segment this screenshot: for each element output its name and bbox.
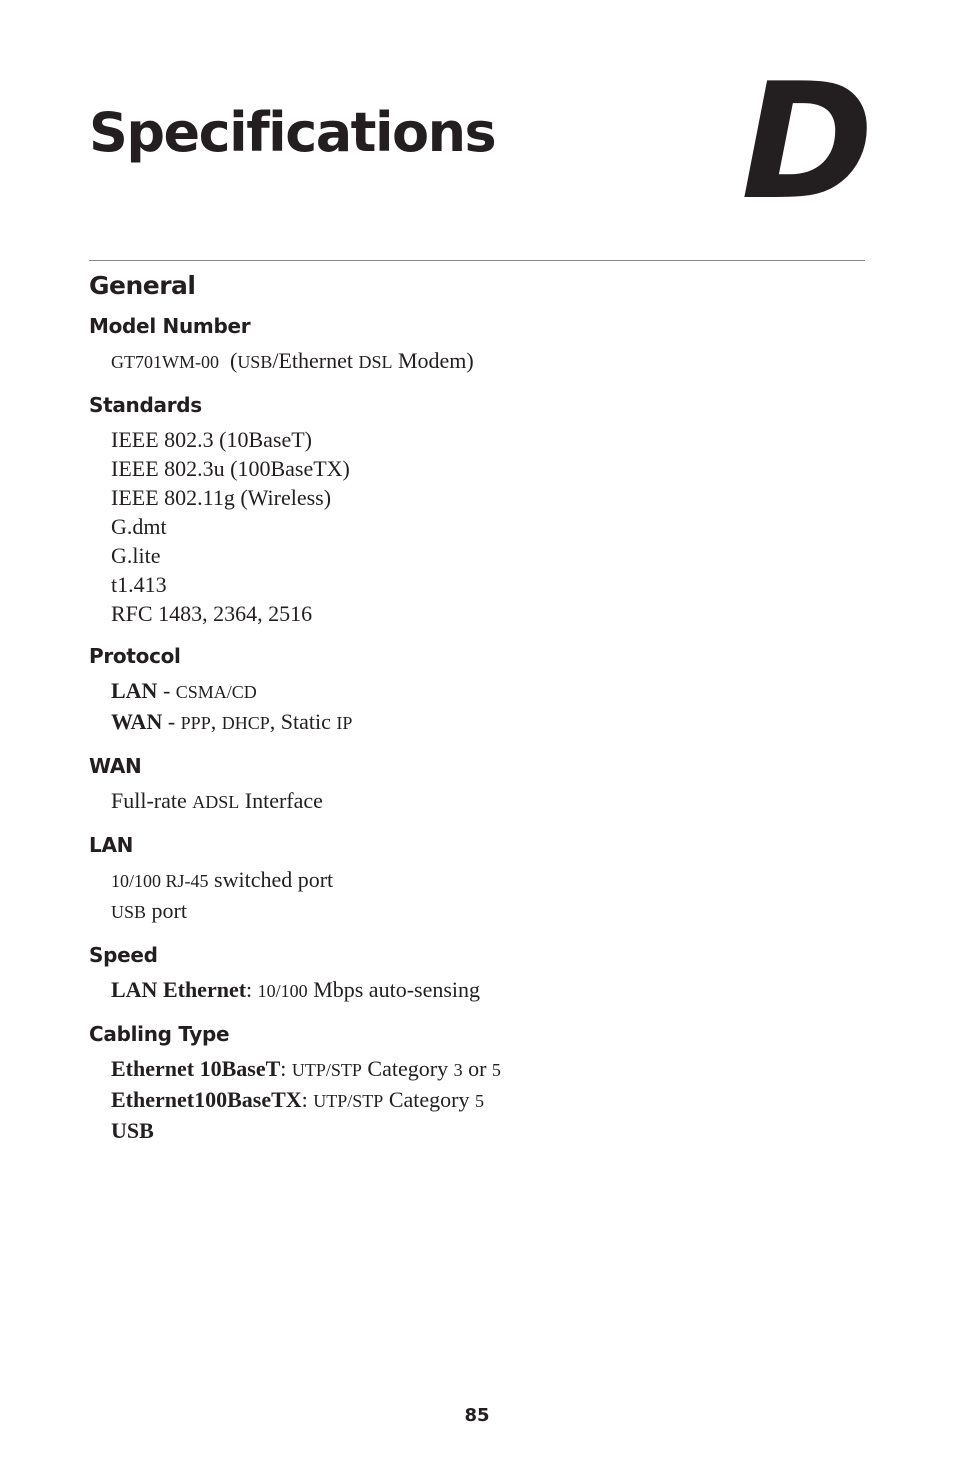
protocol-wan-ppp: PPP (180, 713, 211, 733)
subheading-protocol: Protocol (89, 644, 181, 668)
standards-item: IEEE 802.3u (100BaseTX) (111, 456, 350, 481)
subheading-lan: LAN (89, 833, 134, 857)
lan-usb: USB (111, 902, 147, 922)
appendix-letter: D (741, 48, 870, 235)
speed-desc: Mbps auto-sensing (307, 977, 481, 1002)
cabling-row-2 (111, 1085, 865, 1116)
cabling-row-1-n1: 3 (453, 1060, 463, 1080)
protocol-wan-ip: IP (336, 713, 353, 733)
model-desc-dsl: DSL (358, 352, 393, 372)
cabling-row-2-label: Ethernet100BaseTX (111, 1087, 302, 1112)
wan-pre: Full-rate (111, 788, 193, 813)
cabling-row-2-type: UTP/STP (313, 1091, 384, 1111)
model-code: GT701WM-00 (111, 352, 219, 372)
protocol-wan-dhcp: DHCP (221, 713, 270, 733)
subheading-standards: Standards (89, 393, 202, 417)
cabling-body (111, 1054, 865, 1145)
cabling-row-1-type: UTP/STP (291, 1060, 362, 1080)
protocol-body (111, 676, 865, 738)
model-desc-open: ( (229, 348, 238, 373)
lan-body (111, 865, 865, 927)
model-number-body (111, 346, 865, 377)
cabling-row-1-or: or (462, 1056, 492, 1081)
lan-port-type: 10/100 RJ-45 (111, 871, 209, 891)
wan-adsl: ADSL (192, 792, 240, 812)
standards-item: G.dmt (111, 514, 167, 539)
protocol-wan-comma: , (210, 709, 222, 734)
header-divider (89, 260, 865, 261)
protocol-wan-static: , Static (269, 709, 337, 734)
protocol-lan-value: CSMA/CD (175, 682, 257, 702)
cabling-row-1 (111, 1054, 865, 1085)
model-number-line (111, 346, 865, 377)
lan-line-2 (111, 896, 865, 927)
standards-item: RFC 1483, 2364, 2516 (111, 601, 313, 626)
wan-line (111, 786, 865, 817)
protocol-wan-label: WAN (111, 709, 163, 734)
protocol-wan-sep: - (162, 709, 181, 734)
protocol-lan-line (111, 676, 865, 707)
page-number: 85 (464, 1405, 490, 1426)
cabling-row-2-colon: : (301, 1087, 314, 1112)
standards-item: t1.413 (111, 572, 167, 597)
subheading-wan: WAN (89, 754, 142, 778)
speed-body (111, 975, 865, 1006)
model-desc-end: Modem) (392, 348, 474, 373)
subheading-cabling-type: Cabling Type (89, 1022, 230, 1046)
model-desc-usb: USB (237, 352, 273, 372)
cabling-row-2-n: 5 (474, 1091, 484, 1111)
cabling-row-1-label: Ethernet 10BaseT (111, 1056, 281, 1081)
speed-line (111, 975, 865, 1006)
speed-label: LAN Ethernet (111, 977, 247, 1002)
page-title: Specifications (89, 101, 496, 164)
wan-body (111, 786, 865, 817)
lan-usb-desc: port (146, 898, 187, 923)
subheading-model-number: Model Number (89, 314, 251, 338)
cabling-row-1-colon: : (280, 1056, 292, 1081)
subheading-speed: Speed (89, 943, 158, 967)
model-desc-mid: /Ethernet (272, 348, 359, 373)
standards-list (111, 425, 865, 628)
speed-value: 10/100 (257, 981, 308, 1001)
cabling-row-1-n2: 5 (491, 1060, 501, 1080)
protocol-lan-sep: - (157, 678, 176, 703)
cabling-row-3 (111, 1116, 865, 1145)
protocol-wan-line (111, 707, 865, 738)
standards-item: IEEE 802.11g (Wireless) (111, 485, 332, 510)
standards-item: IEEE 802.3 (10BaseT) (111, 427, 312, 452)
lan-port-desc: switched port (208, 867, 334, 892)
cabling-row-3-label: USB (111, 1118, 154, 1143)
standards-item: G.lite (111, 543, 161, 568)
protocol-lan-label: LAN (111, 678, 158, 703)
speed-colon: : (246, 977, 258, 1002)
wan-post: Interface (239, 788, 323, 813)
lan-line-1 (111, 865, 865, 896)
section-heading-general: General (89, 271, 196, 300)
cabling-row-1-mid: Category (361, 1056, 454, 1081)
content (89, 268, 865, 1159)
cabling-row-2-mid: Category (383, 1087, 475, 1112)
